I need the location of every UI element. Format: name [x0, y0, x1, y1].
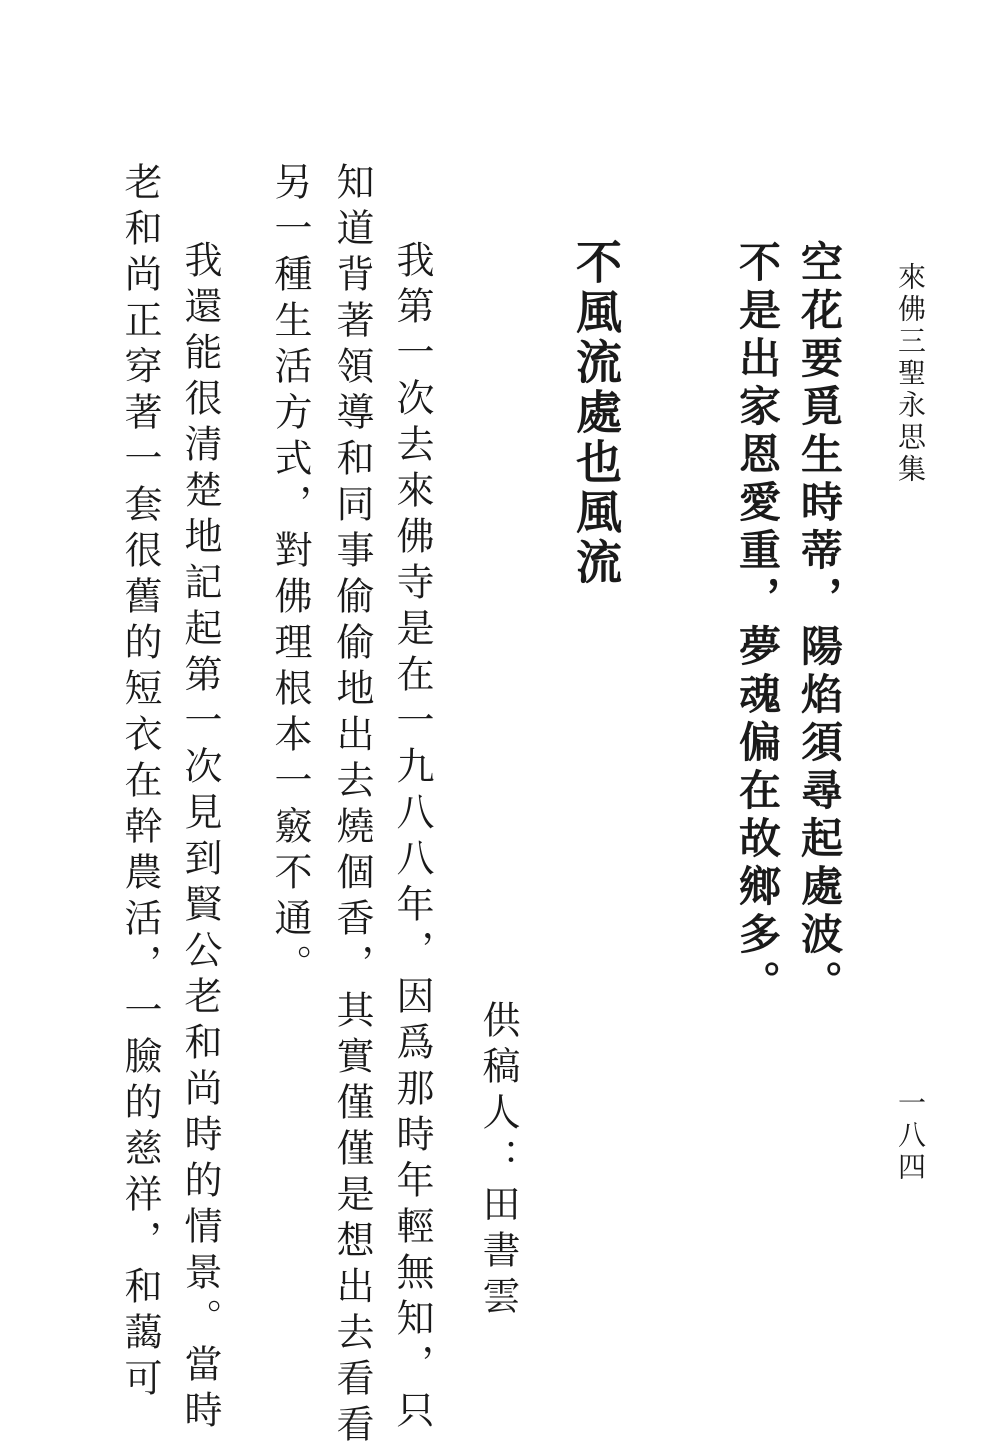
body-line-3: 另一種生活方式，對佛理根本一竅不通。 — [268, 162, 312, 990]
verse-line-1: 空花要覓生時蒂，陽焰須尋起處波。 — [795, 240, 844, 1008]
body-line-1: 我第一次去來佛寺是在一九八八年，因爲那時年輕無知，只 — [390, 240, 434, 1436]
article-title: 不風流處也風流 — [569, 238, 623, 588]
page-number: 一八四 — [894, 1088, 927, 1184]
verse-line-2: 不是出家恩愛重，夢魂偏在故鄉多。 — [733, 240, 782, 1008]
running-title: 來佛三聖永思集 — [894, 262, 927, 486]
body-line-2: 知道背著領導和同事偷偷地出去燒個香，其實僅僅是想出去看看 — [330, 162, 374, 1450]
contributor-credit: 供稿人：田書雲 — [476, 1000, 520, 1322]
body-line-5: 老和尚正穿著一套很舊的短衣在幹農活，一臉的慈祥，和藹可 — [118, 162, 162, 1404]
body-line-4: 我還能很清楚地記起第一次見到賢公老和尚時的情景。當時 — [178, 240, 222, 1436]
